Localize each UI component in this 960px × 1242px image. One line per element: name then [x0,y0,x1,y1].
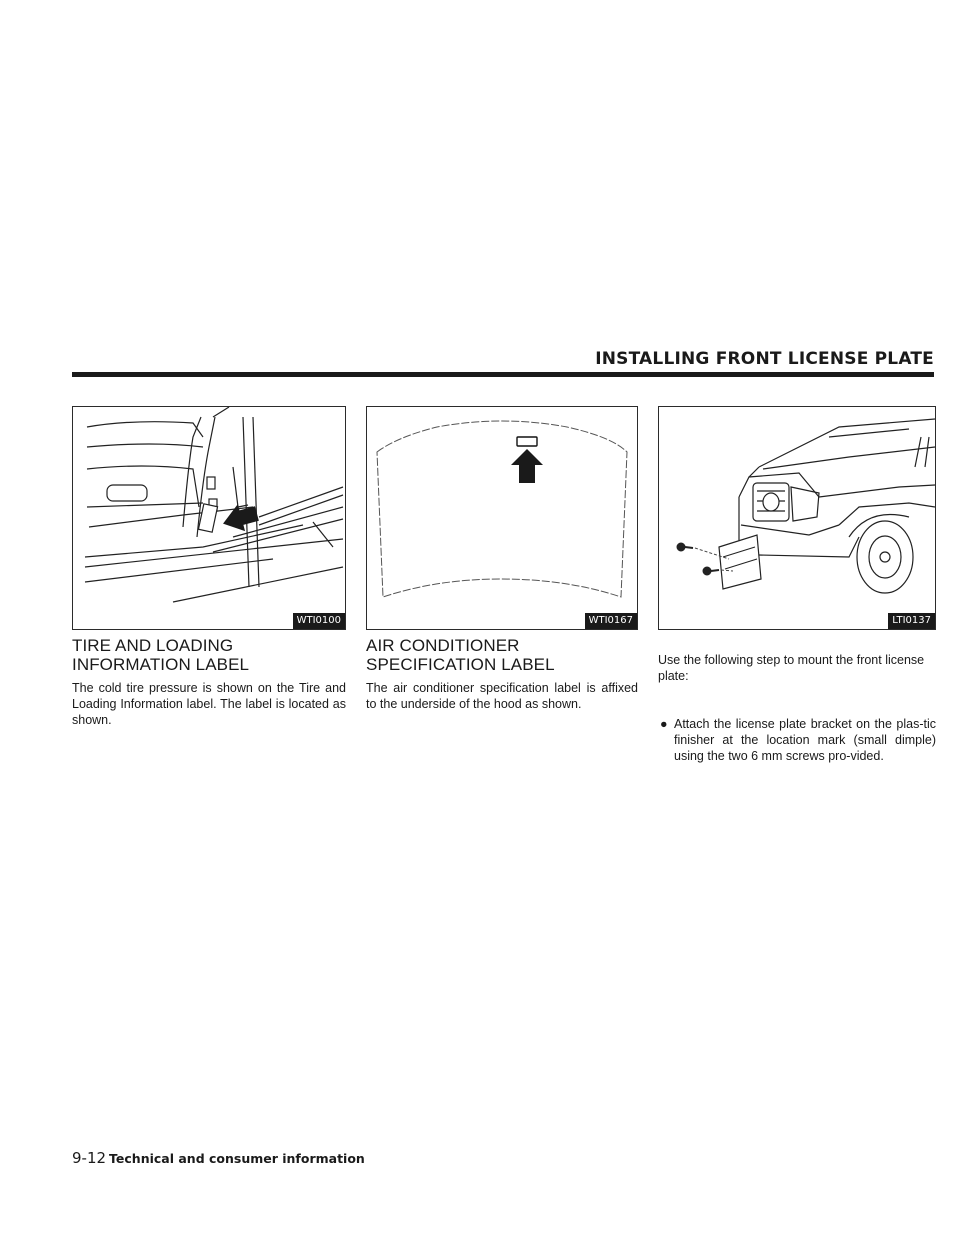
bullet-icon: ● [660,717,668,731]
figure-ac-label [366,406,638,630]
license-plate-intro: Use the following step to mount the front license plate: [658,653,925,683]
figure-id: WTI0167 [585,613,637,629]
chapter-title: Technical and consumer information [109,1151,365,1166]
page-number: 9-12 [72,1149,107,1167]
page-footer [72,1148,365,1167]
ac-label-body: The air conditioner specification label is affixed to the underside of the hood as shown. [366,681,638,711]
figure-id: WTI0100 [293,613,345,629]
front-license-plate-bracket-illustration [659,407,935,629]
hood-underside-label-illustration [367,407,637,629]
license-plate-step-text: Attach the license plate bracket on the plas-tic finisher at the location mark (small dimple) using the two 6 mm screws pro-vided. [674,717,936,763]
ac-label-heading: AIR CONDITIONER SPECIFICATION LABEL [366,636,555,674]
license-plate-step [660,716,936,764]
section-title: INSTALLING FRONT LICENSE PLATE [595,349,934,369]
section-rule [72,372,934,377]
figure-license-plate [658,406,936,630]
tire-label-body: The cold tire pressure is shown on the Tire and Loading Information label. The label is located as shown. [72,681,346,727]
figure-id: LTI0137 [888,613,935,629]
tire-label-heading: TIRE AND LOADING INFORMATION LABEL [72,636,250,674]
door-jamb-tire-label-illustration [73,407,345,629]
figure-tire-label [72,406,346,630]
